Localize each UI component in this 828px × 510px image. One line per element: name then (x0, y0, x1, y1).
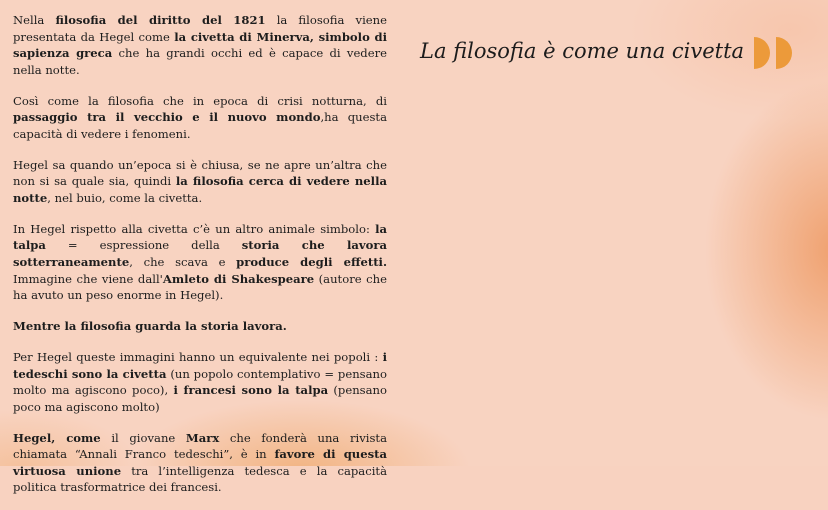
half-circle-left (754, 37, 770, 69)
bold-text: favore di questa virtuosa unione (13, 447, 388, 478)
paragraph-5 (13, 318, 387, 335)
text-run: = espressione della (45, 238, 242, 253)
text-run: (autore che ha avuto un peso enorme in Hegel). (13, 271, 387, 303)
bold-text: i tedeschi sono la civetta (13, 349, 387, 381)
body-text (13, 12, 387, 510)
text-run: (un popolo contemplativo = pensano molto ma agiscono poco), (13, 366, 387, 398)
bold-text: Hegel, come (13, 430, 101, 445)
bold-text: Amleto di Shakespeare (162, 271, 315, 286)
bold-text: la talpa (13, 221, 387, 253)
text-run: Hegel sa quando un’epoca si è chiusa, se ne apre un’altra che non si sa quale sia, quindi (13, 157, 387, 189)
bold-text: produce degli effetti. (236, 255, 387, 270)
paragraph-7 (13, 430, 387, 496)
text-run: Immagine che viene dall' (13, 271, 163, 286)
bold-text: i francesi sono la talpa (173, 383, 329, 398)
text-run: Per Hegel queste immagini hanno un equivalente nei popoli : (13, 349, 383, 364)
bold-text: Mentre la filosofia guarda la storia lavora. (13, 319, 287, 334)
text-run: il giovane (100, 430, 186, 445)
half-circle-right (776, 37, 792, 69)
text-run: ,ha questa capacità di vedere i fenomeni. (13, 110, 387, 141)
text-run: che ha grandi occhi ed è capace di vedere nella notte. (13, 46, 387, 77)
text-run: Nella (13, 13, 56, 27)
bold-text: Marx (185, 430, 220, 445)
paragraph-4 (13, 221, 387, 304)
slide-title: La filosofia è come una civetta (420, 39, 745, 63)
text-run: In Hegel rispetto alla civetta c’è un altro animale simbolo: (13, 221, 376, 236)
text-run: tra l’intelligenza tedesca e la capacità politica trasformatrice dei francesi. (13, 463, 387, 495)
paragraph-1 (13, 12, 387, 78)
bold-text: storia che lavora sotterraneamente (13, 238, 387, 270)
paragraph-3 (13, 157, 387, 207)
bold-text: filosofia del diritto del 1821 (55, 13, 266, 27)
text-run: (pensano poco ma agiscono molto) (13, 383, 387, 414)
text-run: che fonderà una rivista chiamata “Annali Franco tedeschi”, è in (13, 430, 388, 462)
text-run: Così come la filosofia che in epoca di crisi notturna, di (13, 93, 387, 108)
paragraph-6 (13, 349, 387, 415)
text-run: la filosofia viene presentata da Hegel come (13, 13, 387, 44)
text-run: , nel buio, come la civetta. (47, 190, 203, 205)
bold-text: passaggio tra il vecchio e il nuovo mondo (13, 110, 321, 125)
paragraph-2 (13, 93, 387, 143)
text-run: , che scava e (129, 255, 237, 270)
half-circles-decoration (754, 37, 798, 69)
bold-text: la filosofia cerca di vedere nella notte (13, 174, 387, 205)
bold-text: la civetta di Minerva, simbolo di sapienza greca (13, 29, 387, 61)
